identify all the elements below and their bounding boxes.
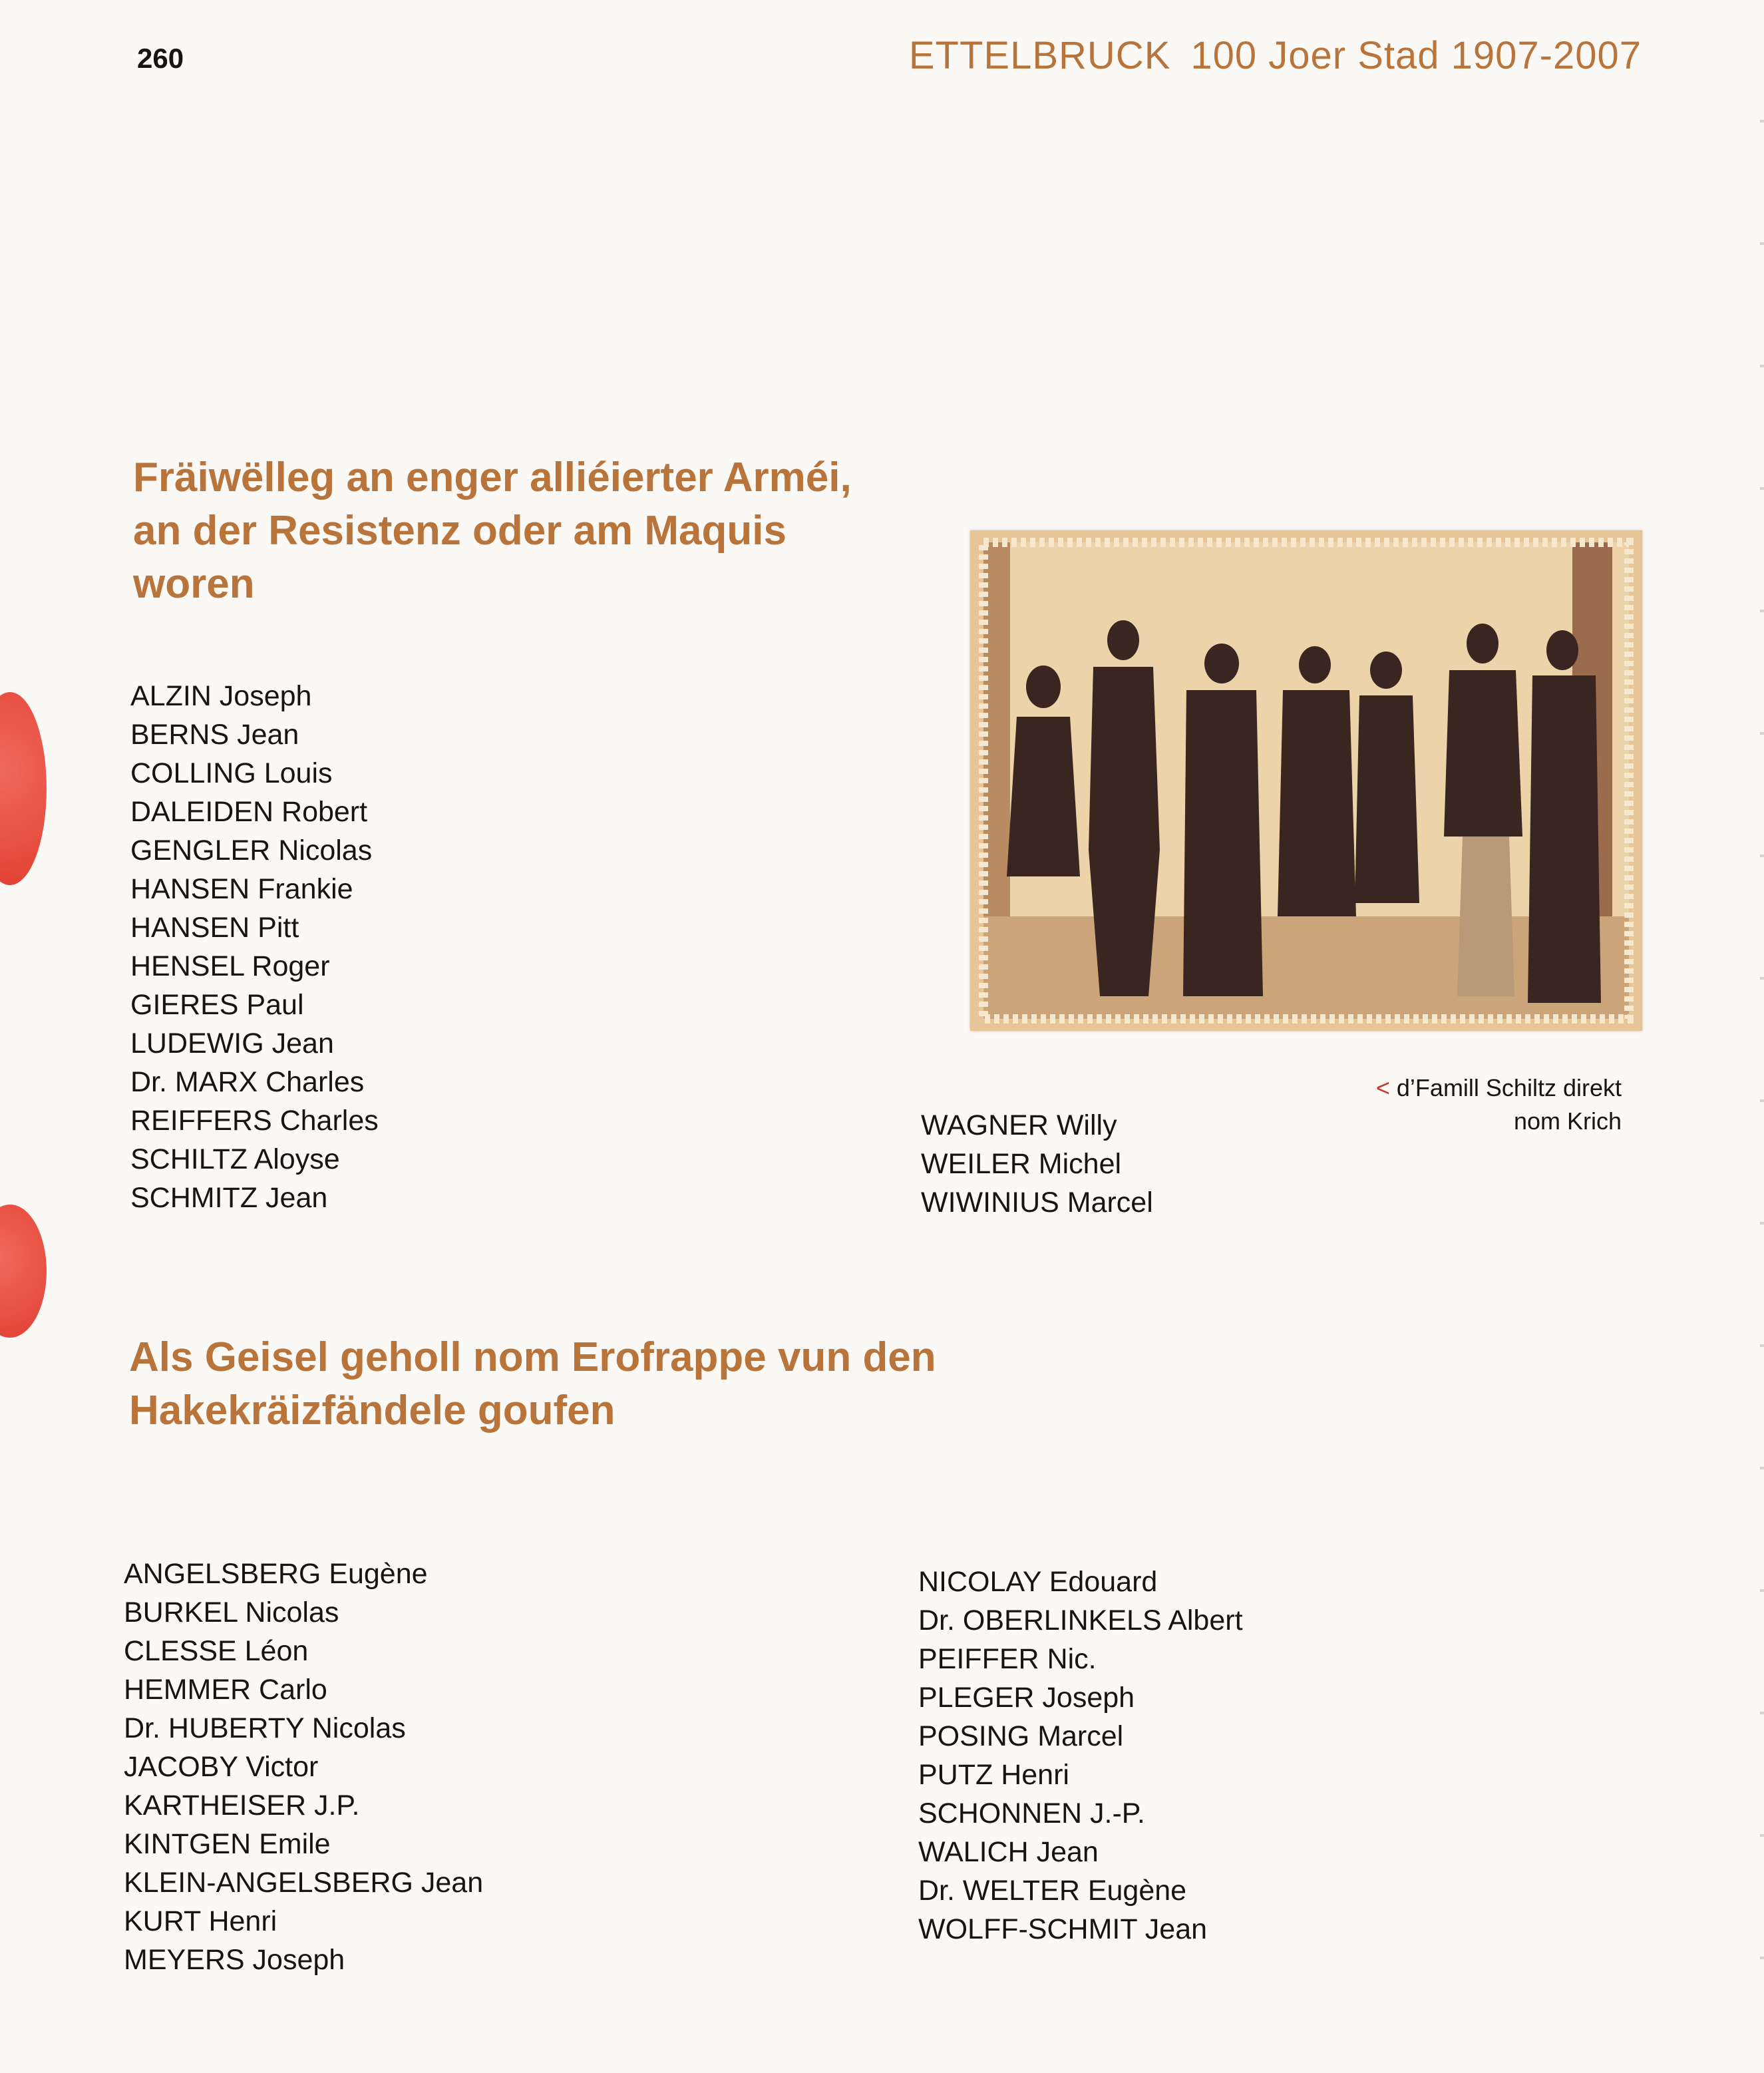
name-entry: ALZIN Joseph bbox=[130, 680, 312, 712]
section1-title-line3: woren bbox=[133, 561, 255, 607]
name-entry: WEILER Michel bbox=[921, 1148, 1122, 1180]
section1-names-right bbox=[921, 1106, 1153, 1222]
section1-title-line2: an der Resistenz oder am Maquis bbox=[133, 508, 787, 554]
section1-names-left bbox=[130, 677, 379, 1217]
caption-line1: d’Famill Schiltz direkt bbox=[1396, 1074, 1622, 1101]
name-entry: PLEGER Joseph bbox=[918, 1682, 1135, 1714]
name-entry: COLLING Louis bbox=[130, 757, 333, 789]
section2-title-line1: Als Geisel geholl nom Erofrappe vun den bbox=[129, 1334, 936, 1380]
name-entry: PEIFFER Nic. bbox=[918, 1643, 1097, 1675]
name-entry: WAGNER Willy bbox=[921, 1109, 1117, 1141]
header-town: ETTELBRUCK bbox=[908, 34, 1171, 77]
name-entry: PUTZ Henri bbox=[918, 1759, 1069, 1791]
page-edge bbox=[1760, 0, 1764, 2073]
name-entry: Dr. MARX Charles bbox=[130, 1066, 365, 1098]
name-entry: POSING Marcel bbox=[918, 1720, 1124, 1752]
section1-title-line1: Fräiwëlleg an enger alliéierter Arméi, bbox=[133, 455, 852, 500]
name-entry: Dr. HUBERTY Nicolas bbox=[124, 1712, 406, 1744]
name-entry: NICOLAY Edouard bbox=[918, 1566, 1158, 1598]
name-entry: DALEIDEN Robert bbox=[130, 796, 368, 828]
name-entry: Dr. OBERLINKELS Albert bbox=[918, 1604, 1243, 1636]
decorative-flower-bottom bbox=[0, 1205, 47, 1338]
name-entry: KURT Henri bbox=[124, 1905, 277, 1937]
decorative-flower-top bbox=[0, 692, 47, 885]
name-entry: GENGLER Nicolas bbox=[130, 835, 373, 866]
header-subtitle: 100 Joer Stad 1907-2007 bbox=[1190, 34, 1642, 77]
name-entry: ANGELSBERG Eugène bbox=[124, 1558, 428, 1590]
section2-title bbox=[129, 1331, 1061, 1437]
section2-title-line2: Hakekräizfändele goufen bbox=[129, 1388, 616, 1433]
name-entry: CLESSE Léon bbox=[124, 1635, 309, 1667]
family-photo bbox=[970, 530, 1642, 1031]
name-entry: JACOBY Victor bbox=[124, 1751, 319, 1783]
page-number: 260 bbox=[137, 43, 184, 74]
name-entry: BURKEL Nicolas bbox=[124, 1597, 339, 1628]
name-entry: HANSEN Pitt bbox=[130, 912, 299, 944]
section1-title bbox=[133, 451, 932, 611]
name-entry: WOLFF-SCHMIT Jean bbox=[918, 1913, 1208, 1945]
name-entry: KARTHEISER J.P. bbox=[124, 1790, 360, 1821]
name-entry: WALICH Jean bbox=[918, 1836, 1099, 1868]
name-entry: WIWINIUS Marcel bbox=[921, 1187, 1153, 1219]
name-entry: SCHONNEN J.-P. bbox=[918, 1797, 1145, 1829]
section2-names-left bbox=[124, 1555, 483, 1979]
name-entry: KLEIN-ANGELSBERG Jean bbox=[124, 1867, 484, 1899]
name-entry: SCHMITZ Jean bbox=[130, 1182, 328, 1214]
name-entry: HANSEN Frankie bbox=[130, 873, 353, 905]
name-entry: LUDEWIG Jean bbox=[130, 1028, 334, 1059]
name-entry: SCHILTZ Aloyse bbox=[130, 1143, 340, 1175]
name-entry: GIERES Paul bbox=[130, 989, 304, 1021]
caption-marker: < bbox=[1375, 1074, 1390, 1101]
name-entry: BERNS Jean bbox=[130, 719, 299, 751]
name-entry: Dr. WELTER Eugène bbox=[918, 1875, 1187, 1907]
caption-line2: nom Krich bbox=[1513, 1107, 1622, 1135]
family-photo-image bbox=[970, 530, 1642, 1031]
name-entry: HENSEL Roger bbox=[130, 950, 330, 982]
name-entry: MEYERS Joseph bbox=[124, 1944, 345, 1976]
section2-names-right bbox=[918, 1563, 1243, 1949]
name-entry: REIFFERS Charles bbox=[130, 1105, 379, 1137]
running-header bbox=[909, 33, 1642, 78]
photo-caption bbox=[1289, 1071, 1622, 1138]
name-entry: HEMMER Carlo bbox=[124, 1674, 327, 1706]
name-entry: KINTGEN Emile bbox=[124, 1828, 331, 1860]
